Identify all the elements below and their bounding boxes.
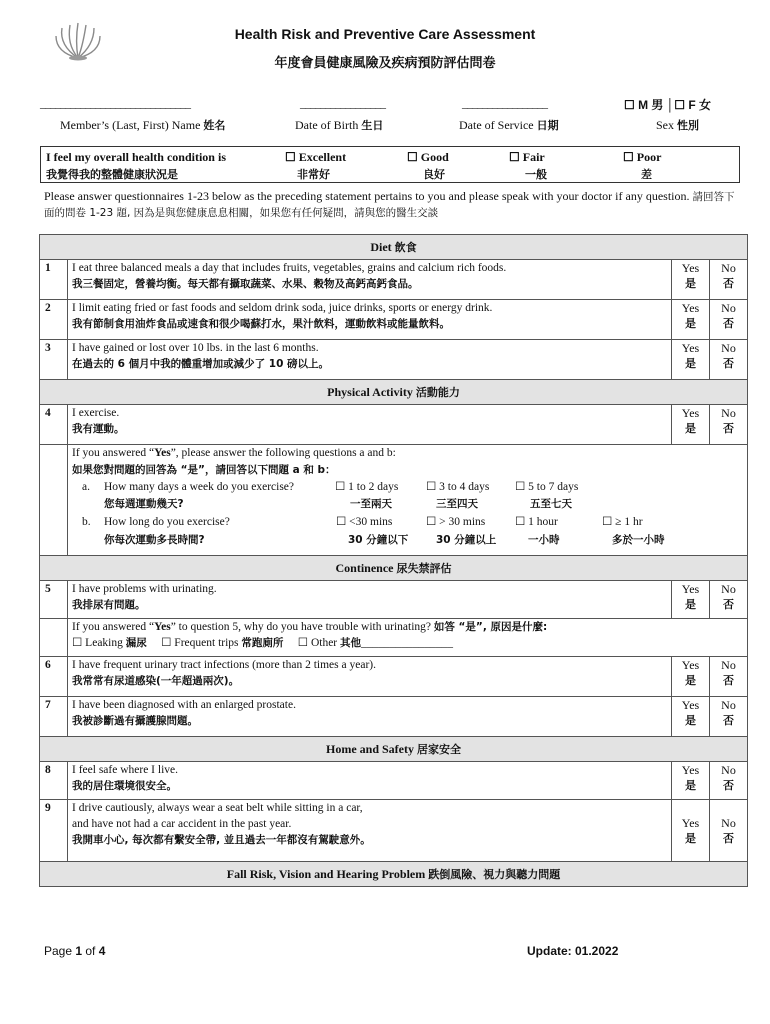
followup-intro: If you answered “Yes”, please answer the following questions a and b: — [72, 447, 396, 459]
question-row: 9 I drive cautiously, always wear a seat belt while sitting in a car, and have not had a car accident in the past year. 我開車小心, 每次都有繫安全帶, 並且過去一年都沒有駕駛意外。 Yes 是 No 否 — [40, 800, 748, 862]
option-over-30-mins-zh: 30 分鐘以上 — [436, 534, 497, 546]
no-option[interactable]: No 否 — [709, 657, 747, 697]
option-leaking[interactable]: ☐ Leaking 漏尿 — [72, 637, 147, 649]
option-3-4-days-zh: 三至四天 — [436, 498, 478, 510]
option-over-1-hr-zh: 多於一小時 — [612, 534, 665, 546]
yes-option[interactable]: Yes 是 — [671, 340, 709, 380]
overall-health-box — [40, 146, 740, 183]
health-option-poor-zh: 差 — [641, 168, 652, 181]
question-row: 2 I limit eating fried or fast foods and seldom drink soda, juice drinks, sports or energy drink. 我有節制食用油炸食品或速食和很少喝蘇打水，果汁飲料，運動飲料或能量飲料。 Yes 是 No 否 — [40, 300, 748, 340]
option-1-hour-zh: 一小時 — [528, 534, 560, 546]
question-b-text: How long do you exercise? — [104, 516, 230, 528]
no-option[interactable]: No 否 — [709, 405, 747, 445]
form-title: Health Risk and Preventive Care Assessment — [234, 26, 536, 42]
health-option-good-zh: 良好 — [423, 168, 445, 181]
question-a-zh: 您每週運動幾天? — [104, 498, 184, 510]
followup-intro-zh: 如果您對問題的回答為 “是”，請回答以下問題 a 和 b： — [72, 464, 336, 476]
dos-label: Date of Service 日期 — [459, 118, 559, 132]
followup-row — [40, 445, 748, 556]
update-date: Update: 01.2022 — [527, 944, 619, 958]
sex-checkboxes[interactable]: ☐ M 男 │☐ F 女 — [624, 98, 712, 112]
dob-field[interactable]: _________________ — [300, 96, 385, 110]
question-a-text: How many days a week do you exercise? — [104, 481, 295, 493]
health-prompt-zh: 我覺得我的整體健康狀況是 — [46, 168, 178, 181]
section-home-safety: Home and Safety 居家安全 — [40, 737, 748, 762]
health-option-excellent-zh: 非常好 — [297, 168, 330, 181]
yes-option[interactable]: Yes 是 — [671, 762, 709, 800]
yes-option[interactable]: Yes 是 — [671, 405, 709, 445]
health-option-excellent[interactable]: ☐ Excellent — [285, 150, 347, 164]
no-option[interactable]: No 否 — [709, 340, 747, 380]
yes-option[interactable]: Yes 是 — [671, 657, 709, 697]
instructions: Please answer questionnaires 1-23 below as the preceding statement pertains to you and please speak with your doctor if any question. 請回答下面的問卷 1-23 題, 因為是與您健康息息相關，如果您有任何疑問，請與您的醫生交談 — [44, 189, 735, 219]
question-row: 3 I have gained or lost over 10 lbs. in the last 6 months. 在過去的 6 個月中我的體重增加或減少了 10 磅以上。 Yes 是 No 否 — [40, 340, 748, 380]
question-row: 1 I eat three balanced meals a day that includes fruits, vegetables, grains and calcium rich foods. 我三餐固定，營養均衡。每天都有攝取蔬菜、水果、穀物及高鈣高鈣食品。 Yes 是 No 否 — [40, 260, 748, 300]
option-under-30-mins[interactable]: ☐ <30 mins — [336, 516, 393, 528]
no-option[interactable]: No 否 — [709, 762, 747, 800]
questionnaire-table — [39, 234, 748, 887]
yes-option[interactable]: Yes 是 — [671, 300, 709, 340]
option-5-7-days[interactable]: ☐ 5 to 7 days — [515, 481, 579, 493]
health-option-fair-zh: 一般 — [525, 168, 547, 181]
option-3-4-days[interactable]: ☐ 3 to 4 days — [426, 481, 490, 493]
name-label: Member’s (Last, First) Name 姓名 — [60, 118, 226, 132]
dos-field[interactable]: _________________ — [462, 96, 547, 110]
yes-option[interactable]: Yes 是 — [671, 260, 709, 300]
yes-option[interactable]: Yes 是 — [671, 800, 709, 862]
option-under-30-mins-zh: 30 分鐘以下 — [348, 534, 409, 546]
no-option[interactable]: No 否 — [709, 260, 747, 300]
health-option-poor[interactable]: ☐ Poor — [623, 150, 662, 164]
option-1-2-days-zh: 一至兩天 — [350, 498, 392, 510]
option-1-hour[interactable]: ☐ 1 hour — [515, 516, 558, 528]
page-number: Page 1 of 4 — [44, 944, 106, 958]
section-continence: Continence 尿失禁評估 — [40, 556, 748, 581]
name-field[interactable]: ______________________________ — [40, 96, 190, 110]
sex-label: Sex 性別 — [656, 118, 699, 132]
section-physical-activity: Physical Activity 活動能力 — [40, 380, 748, 405]
no-option[interactable]: No 否 — [709, 581, 747, 619]
question-row: 7 I have been diagnosed with an enlarged prostate. 我被診斷過有攝護腺問題。 Yes 是 No 否 — [40, 697, 748, 737]
question-b-zh: 你每次運動多長時間? — [104, 534, 205, 546]
yes-option[interactable]: Yes 是 — [671, 697, 709, 737]
section-diet: Diet 飲食 — [40, 235, 748, 260]
question-row: 4 I exercise. 我有運動。 Yes 是 No 否 — [40, 405, 748, 445]
no-option[interactable]: No 否 — [709, 800, 747, 862]
question-row: 5 I have problems with urinating. 我排尿有問題。 Yes 是 No 否 — [40, 581, 748, 619]
no-option[interactable]: No 否 — [709, 697, 747, 737]
option-5-7-days-zh: 五至七天 — [530, 498, 572, 510]
option-other[interactable]: ☐ Other 其他________________ — [297, 637, 454, 649]
question-b-label: b. — [82, 516, 91, 528]
option-frequent-trips[interactable]: ☐ Frequent trips 常跑廁所 — [161, 637, 284, 649]
question-row: 6 I have frequent urinary tract infections (more than 2 times a year). 我常常有尿道感染(一年超過兩次)。 Yes 是 No 否 — [40, 657, 748, 697]
followup-row — [40, 619, 748, 657]
option-1-2-days[interactable]: ☐ 1 to 2 days — [335, 481, 399, 493]
question-a-label: a. — [82, 481, 90, 493]
followup-intro: If you answered “Yes” to question 5, why do you have trouble with urinating? 如答 “是”, 原因是什麼: — [72, 621, 548, 633]
dob-label: Date of Birth 生日 — [295, 118, 384, 132]
no-option[interactable]: No 否 — [709, 300, 747, 340]
option-over-30-mins[interactable]: ☐ > 30 mins — [426, 516, 486, 528]
health-prompt: I feel my overall health condition is — [46, 150, 226, 164]
form-subtitle: 年度會員健康風險及疾病預防評估問卷 — [274, 56, 496, 71]
question-row: 8 I feel safe where I live. 我的居住環境很安全。 Yes 是 No 否 — [40, 762, 748, 800]
yes-option[interactable]: Yes 是 — [671, 581, 709, 619]
option-over-1-hr[interactable]: ☐ ≥ 1 hr — [602, 516, 643, 528]
health-option-good[interactable]: ☐ Good — [407, 150, 449, 164]
health-option-fair[interactable]: ☐ Fair — [509, 150, 545, 164]
section-fall-risk: Fall Risk, Vision and Hearing Problem 跌倒風險、視力與聽力問題 — [40, 862, 748, 887]
